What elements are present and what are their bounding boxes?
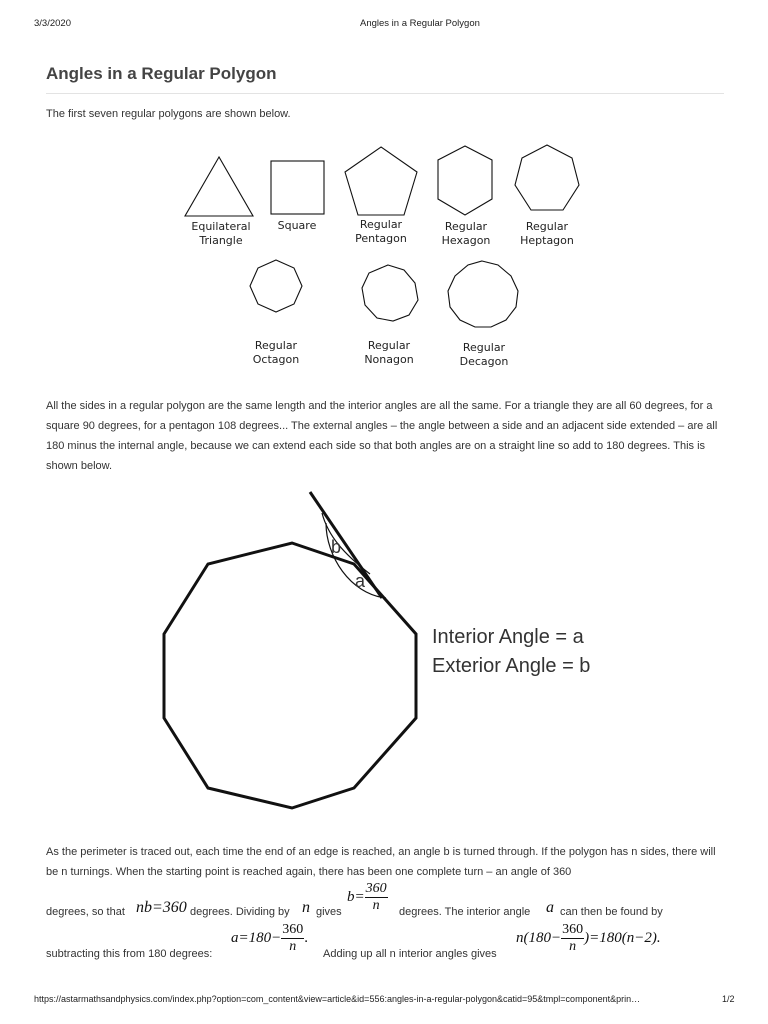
regular-polygons-figure bbox=[180, 140, 588, 372]
fraction-denominator-3: n bbox=[569, 939, 577, 954]
label-triangle-1: Equilateral bbox=[191, 220, 251, 233]
label-octagon-2: Octagon bbox=[252, 353, 300, 366]
label-heptagon-2: Heptagon bbox=[520, 234, 574, 247]
angle-label-b: b bbox=[331, 537, 342, 557]
print-url: https://astarmathsandphysics.com/index.php?option=com_content&view=article&id=556:angles-in-a-regular-polygon&catid=95&tmpl=component&prin… bbox=[34, 994, 641, 1004]
variable-a: a bbox=[546, 899, 554, 916]
label-heptagon-1: Regular bbox=[525, 220, 569, 233]
label-hexagon-2: Hexagon bbox=[441, 234, 491, 247]
b-equals-lhs: b= bbox=[347, 889, 365, 905]
label-hexagon-1: Regular bbox=[444, 220, 488, 233]
label-decagon-2: Decagon bbox=[459, 355, 509, 368]
equation-nb-360: nb=360 bbox=[136, 899, 187, 916]
print-date: 3/3/2020 bbox=[34, 18, 71, 29]
l5-text-2: Adding up all n interior angles gives bbox=[323, 948, 497, 960]
perimeter-paragraph: As the perimeter is traced out, each time the end of an edge is reached, an angle b is turned through. If the polygon has n sides, there will be n turnings. When the starting point is reached again, there has been one complete turn – an angle of 360 bbox=[46, 846, 716, 878]
label-decagon-1: Regular bbox=[462, 341, 506, 354]
fraction-360-over-n-2 bbox=[281, 922, 304, 955]
equation-interior-sum bbox=[516, 922, 661, 955]
l5-text-1: subtracting this from 180 degrees: bbox=[46, 948, 213, 960]
fraction-360-over-n bbox=[365, 881, 388, 914]
label-octagon-1: Regular bbox=[254, 339, 298, 352]
fraction-numerator-3: 360 bbox=[562, 922, 584, 937]
sum-rhs: )=180(n−2). bbox=[584, 930, 661, 946]
decagon-outline bbox=[164, 543, 416, 808]
l4-text-2: degrees. Dividing by bbox=[190, 906, 290, 918]
fraction-denominator: n bbox=[372, 898, 380, 913]
sum-lhs: n(180− bbox=[516, 930, 562, 946]
title-divider bbox=[46, 93, 724, 94]
l4-text-4: degrees. The interior angle bbox=[399, 906, 531, 918]
interior-angle-legend: Interior Angle = a bbox=[432, 626, 584, 648]
print-page-number: 1/2 bbox=[722, 994, 735, 1004]
fraction-numerator: 360 bbox=[365, 881, 387, 896]
label-square: Square bbox=[277, 219, 317, 232]
equation-a-interior bbox=[231, 922, 308, 955]
angles-paragraph: All the sides in a regular polygon are the same length and the interior angles are all the same. For a triangle they are all 60 degrees, for a square 90 degrees, for a pentagon 108 degrees... The external angles – the angle between a side and an adjacent side extended – are all 180 minus the internal angle, because we can extend each side so that both angles are on a straight line so add to 180 degrees. This is shown below. bbox=[46, 400, 718, 472]
label-pentagon-2: Pentagon bbox=[355, 232, 407, 245]
fraction-numerator-2: 360 bbox=[282, 922, 304, 937]
l4-text-3: gives bbox=[316, 906, 342, 918]
l4-text-1: degrees, so that bbox=[46, 906, 125, 918]
fraction-denominator-2: n bbox=[289, 939, 297, 954]
angle-label-a: a bbox=[355, 571, 366, 591]
variable-n: n bbox=[302, 899, 310, 916]
article-title: Angles in a Regular Polygon bbox=[46, 64, 277, 83]
label-triangle-2: Triangle bbox=[199, 234, 243, 247]
extended-side-line bbox=[310, 492, 382, 598]
print-page-title: Angles in a Regular Polygon bbox=[360, 18, 480, 29]
fraction-360-over-n-3 bbox=[561, 922, 584, 955]
label-pentagon-1: Regular bbox=[359, 218, 403, 231]
intro-paragraph: The first seven regular polygons are shown below. bbox=[46, 108, 291, 120]
a-equals-lhs: a=180− bbox=[231, 930, 282, 946]
label-nonagon-2: Nonagon bbox=[364, 353, 414, 366]
label-nonagon-1: Regular bbox=[367, 339, 411, 352]
l4-text-5: can then be found by bbox=[560, 906, 663, 918]
equation-b-equals bbox=[347, 881, 388, 914]
equation-period: . bbox=[304, 930, 308, 946]
angle-diagram bbox=[150, 486, 630, 820]
exterior-angle-legend: Exterior Angle = b bbox=[432, 655, 591, 677]
